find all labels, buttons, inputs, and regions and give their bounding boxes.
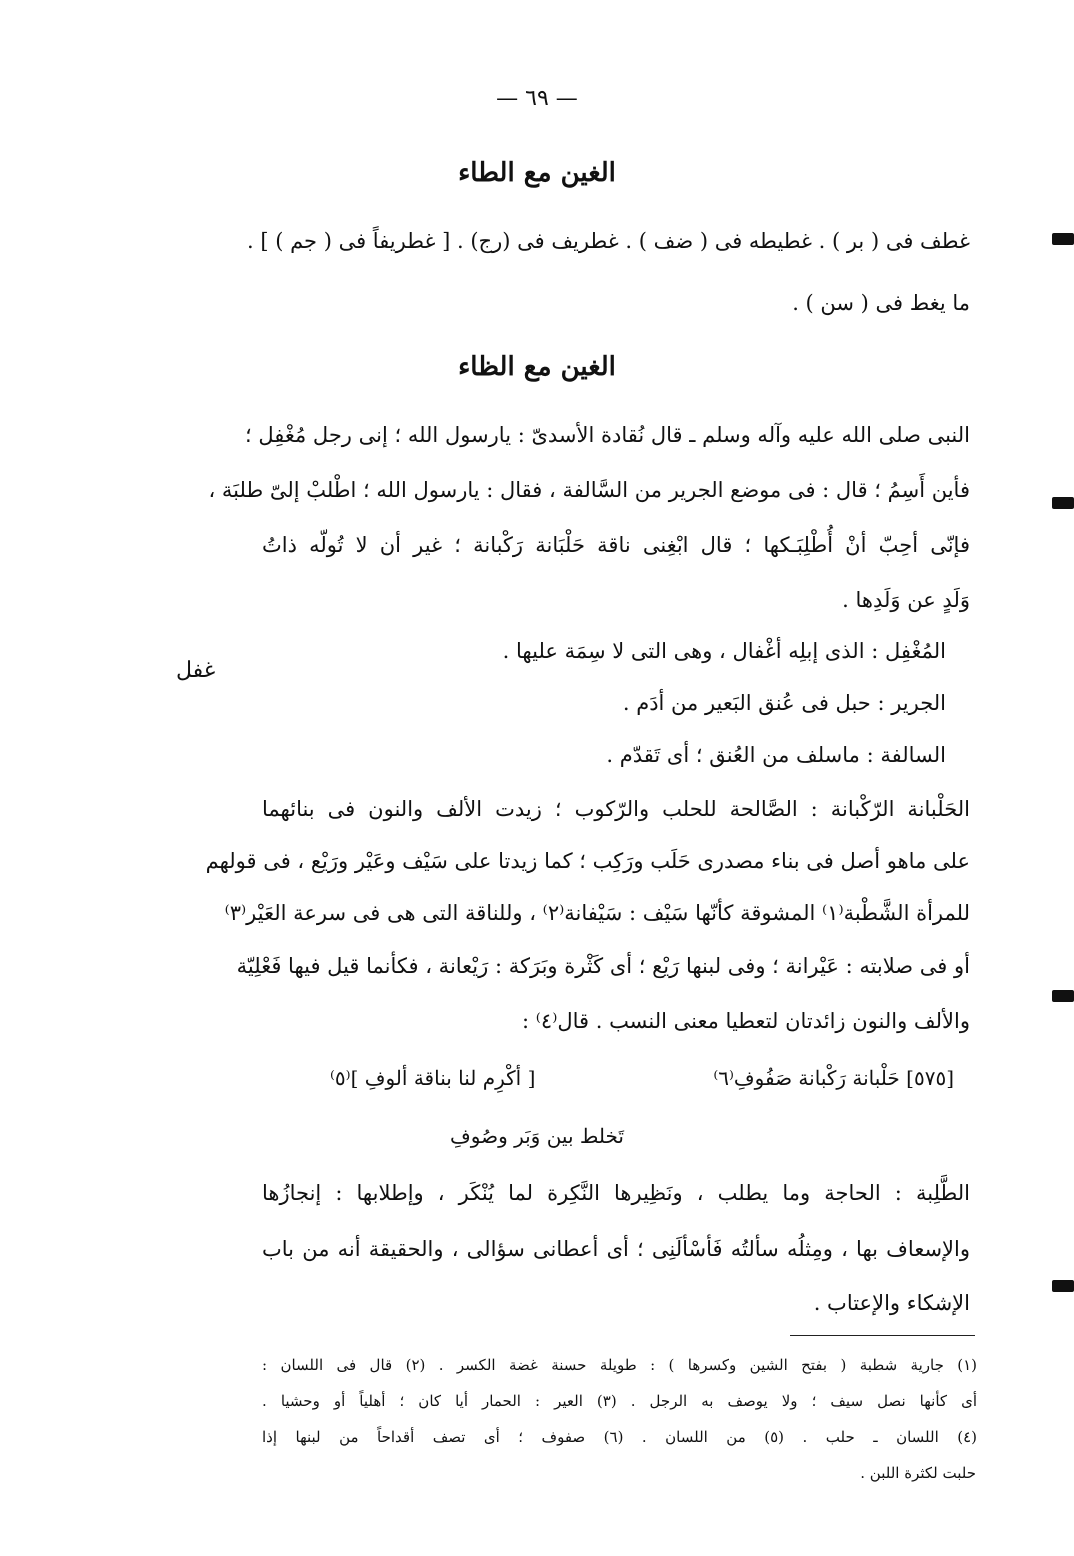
text-line: وَلَدٍ عن وَلَدِها . xyxy=(842,588,970,612)
footnote-rule xyxy=(790,1335,975,1336)
margin-marker xyxy=(1052,233,1074,245)
text-line: أو فى صلابته : عَيْرانة ؛ وفى لبنها رَيْع ؛ أى كَثْرة وبَرَكة : رَيْعانة ، فكأنما قيل فيها فَعْلِيّة xyxy=(236,954,970,978)
definition-line: السالفة : ماسلف من العُنق ؛ أى تَقدّم . xyxy=(606,743,946,767)
verse-second-line: تَخلط بين وَبَر وصُوفِ xyxy=(450,1124,624,1148)
verse-left-hemistich: [ أكْرِم لنا بناقة ألوفِ ]⁽٥⁾ xyxy=(330,1066,536,1090)
definition-line: الجرير : حبل فى عُنق البَعير من أدَم . xyxy=(622,691,946,715)
footnote-line: (٤) اللسان ـ حلب . (٥) من اللسان . (٦) صفوف ؛ أى تصف أقداحاً من لبنها إذا xyxy=(262,1428,978,1446)
definition-line: المُغْفِل : الذى إبلِه أغْفال ، وهى التى لا سِمَة عليها . xyxy=(502,639,946,663)
margin-note: غفل xyxy=(176,658,216,683)
text-line: غطف فى ( بر ) . غطيطه فى ( ضف ) . غطريف فى (رج) . [ غطريفاً فى ( جم ) ] . xyxy=(246,229,970,253)
text-line: الطَّلِبة : الحاجة وما يطلب ، ونَظِيرها النَّكِرة لما يُنْكَر ، وإطلابها : إنجازُها xyxy=(262,1181,970,1205)
text-line: النبى صلى الله عليه وآله وسلم ـ قال نُقادة الأسدىّ : يارسول الله ؛ إنى رجل مُغْفِل ؛ xyxy=(244,423,970,447)
verse-right-hemistich: [٥٧٥] حَلْبانة رَكْبانة صَفُوفِ⁽٦⁾ xyxy=(713,1066,954,1090)
footnote-line: أى كأنها نصل سيف ؛ ولا يوصف به الرجل . (٣) العير : الحمار أيا كان ؛ أهلياً أو وحشيا . xyxy=(262,1392,977,1410)
text-line: الحَلْبانة الرّكْبانة : الصَّالحة للحلب والرّكوب ؛ زيدت الألف والنون فى بنائهما xyxy=(262,797,970,821)
margin-marker xyxy=(1052,990,1074,1002)
margin-marker xyxy=(1052,497,1074,509)
text-line: فأين أَسِمُ ؛ قال : فى موضع الجرير من السَّالفة ، فقال : يارسول الله ؛ اطْلبْ إلىّ طلبَة ، xyxy=(208,478,970,502)
text-line: للمرأة الشَّطْبة⁽١⁾ المشوقة كأنّها سَيْف : سَيْفانة⁽٢⁾ ، وللناقة التى هى فى سرعة العَيْر⁽٣⁾ xyxy=(224,901,970,925)
page-number: — ٦٩ — xyxy=(496,86,578,111)
text-line: على ماهو أصل فى بناء مصدرى حَلَب ورَكِب ؛ كما زيدتا على سَيْف وعَيْر ورَيْع ، فى قولهم xyxy=(205,849,970,873)
section-heading-ghain-taa: الغين مع الطاء xyxy=(458,158,616,188)
text-line: والإسعاف بها ، ومِثلُه سألتُه فَأسْألَنِى ؛ أى أعطانى سؤالى ، والحقيقة أنه من باب xyxy=(262,1237,970,1261)
text-line: فإنّى أحِبّ أنْ أُطْلِبَـكها ؛ قال ابْغِنى ناقة حَلْبَانة رَكْبانة ؛ غير أن لا تُولّه ذاتُ xyxy=(262,533,970,557)
margin-marker xyxy=(1052,1280,1074,1292)
section-heading-ghain-zaa: الغين مع الظاء xyxy=(458,352,616,382)
text-line: والألف والنون زائدتان لتعطيا معنى النسب . قال⁽٤⁾ : xyxy=(521,1009,970,1033)
text-line: الإشكاء والإعتاب . xyxy=(813,1291,970,1315)
footnote-line: (١) جارية شطبة ( بفتح الشين وكسرها ) : طويلة حسنة غضة الكسر . (٢) قال فى اللسان : xyxy=(262,1356,978,1374)
text-line: ما يغط فى ( سن ) . xyxy=(792,291,970,315)
footnote-line: حلبت لكثرة اللبن . xyxy=(860,1464,976,1482)
